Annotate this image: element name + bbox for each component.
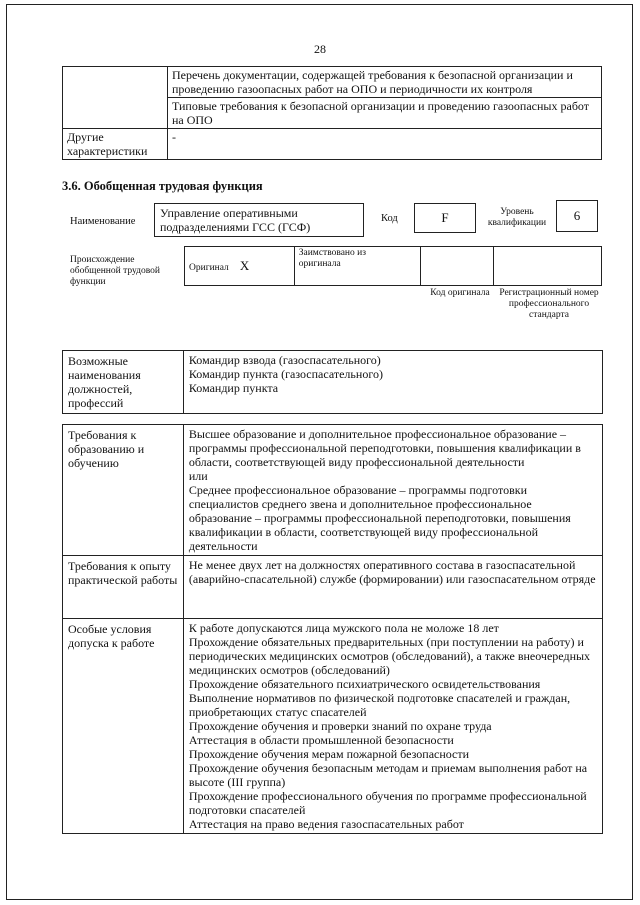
table-row xyxy=(63,67,602,98)
level-value: 6 xyxy=(556,200,598,232)
position-item: Командир пункта (газоспасательного) xyxy=(188,367,383,381)
requirement-line: Прохождение профессионального обучения по программе профессиональной подготовки спасателей xyxy=(188,789,587,817)
special-conditions-value xyxy=(183,619,602,834)
table-row xyxy=(63,425,603,556)
requirement-line: Аттестация на право ведения газоспасательных работ xyxy=(188,817,464,831)
original-mark: X xyxy=(239,257,250,273)
top-table xyxy=(62,66,602,160)
positions-list xyxy=(183,351,602,414)
code-value: F xyxy=(414,203,476,233)
requirement-line: Прохождение обучения и проверки знаний по охране труда xyxy=(188,719,492,733)
level-label: Уровень квалификации xyxy=(487,207,547,228)
original-cell xyxy=(185,247,295,286)
origin-label: Происхождение обобщенной трудовой функции xyxy=(70,255,160,287)
position-item: Командир взвода (газоспасательного) xyxy=(188,353,381,367)
education-label: Требования к образованию и обучению xyxy=(63,425,184,556)
table-label-cell xyxy=(63,98,168,129)
name-value: Управление оперативными подразделениями ГСС (ГСФ) xyxy=(154,203,364,237)
code-original-cell xyxy=(420,247,494,286)
origin-table xyxy=(184,246,602,286)
requirement-line: Выполнение нормативов по физической подготовке спасателей и граждан, приобретающих статус спасателей xyxy=(188,691,571,719)
table-value-cell: Типовые требования к безопасной организации и проведению газоопасных работ на ОПО xyxy=(167,98,601,129)
table-row xyxy=(63,351,603,414)
table-label-cell: Другие характеристики xyxy=(63,129,168,160)
requirement-line: Прохождение обязательного психиатрического освидетельствования xyxy=(188,677,541,691)
table-row xyxy=(63,556,603,619)
table-row xyxy=(63,619,603,834)
table-label-cell xyxy=(63,67,168,98)
section-title: 3.6. Обобщенная трудовая функция xyxy=(62,179,263,193)
table-row xyxy=(63,129,602,160)
reg-number-cell xyxy=(494,247,602,286)
reg-number-caption: Регистрационный номер профессионального стандарта xyxy=(499,288,599,320)
requirement-line: К работе допускаются лица мужского пола не моложе 18 лет xyxy=(188,621,499,635)
requirement-line: Прохождение обучения мерам пожарной безопасности xyxy=(188,747,470,761)
experience-value xyxy=(183,556,602,619)
education-value xyxy=(183,425,602,556)
table-value-cell: - xyxy=(167,129,601,160)
code-label: Код xyxy=(381,213,398,224)
requirement-line: Среднее профессиональное образование – программы подготовки специалистов среднего звена и дополнительное профессиональное образование – программы профессиональной переподготовки, повышения квалификации в области, соответствующей виду профессиональной деятельности xyxy=(188,483,571,553)
requirement-line: Прохождение обучения безопасным методам и приемам выполнения работ на высоте (III группа) xyxy=(188,761,588,789)
table-value-cell: Перечень документации, содержащей требования к безопасной организации и проведению газоопасных работ на ОПО и периодичности их контроля xyxy=(167,67,601,98)
special-conditions-label: Особые условия допуска к работе xyxy=(63,619,184,834)
position-item: Командир пункта xyxy=(188,381,279,395)
borrowed-label: Заимствовано из оригинала xyxy=(298,248,366,269)
requirement-line: или xyxy=(188,469,208,483)
table-row xyxy=(63,98,602,129)
page-number: 28 xyxy=(314,42,326,56)
requirement-line: Аттестация в области промышленной безопасности xyxy=(188,733,454,747)
code-original-caption: Код оригинала xyxy=(430,288,490,298)
positions-label: Возможные наименования должностей, профессий xyxy=(63,351,184,414)
name-label: Наименование xyxy=(70,216,136,227)
requirement-line: Прохождение обязательных предварительных (при поступлении на работу) и периодических медицинских осмотров (обследований), а также внеочередных медицинских осмотров (обследований) xyxy=(188,635,591,677)
requirements-table xyxy=(62,424,603,834)
positions-table xyxy=(62,350,603,414)
original-label: Оригинал xyxy=(189,262,229,273)
experience-label: Требования к опыту практической работы xyxy=(63,556,184,619)
borrowed-cell xyxy=(294,247,420,286)
requirement-line: Не менее двух лет на должностях оперативного состава в газоспасательной (аварийно-спасательной) службе (формировании) или газоспасательном отряде xyxy=(188,558,596,586)
requirement-line: Высшее образование и дополнительное профессиональное образование – программы профессиональной переподготовки, повышения квалификации в области, соответствующей виду профессиональной деятельности xyxy=(188,427,581,469)
